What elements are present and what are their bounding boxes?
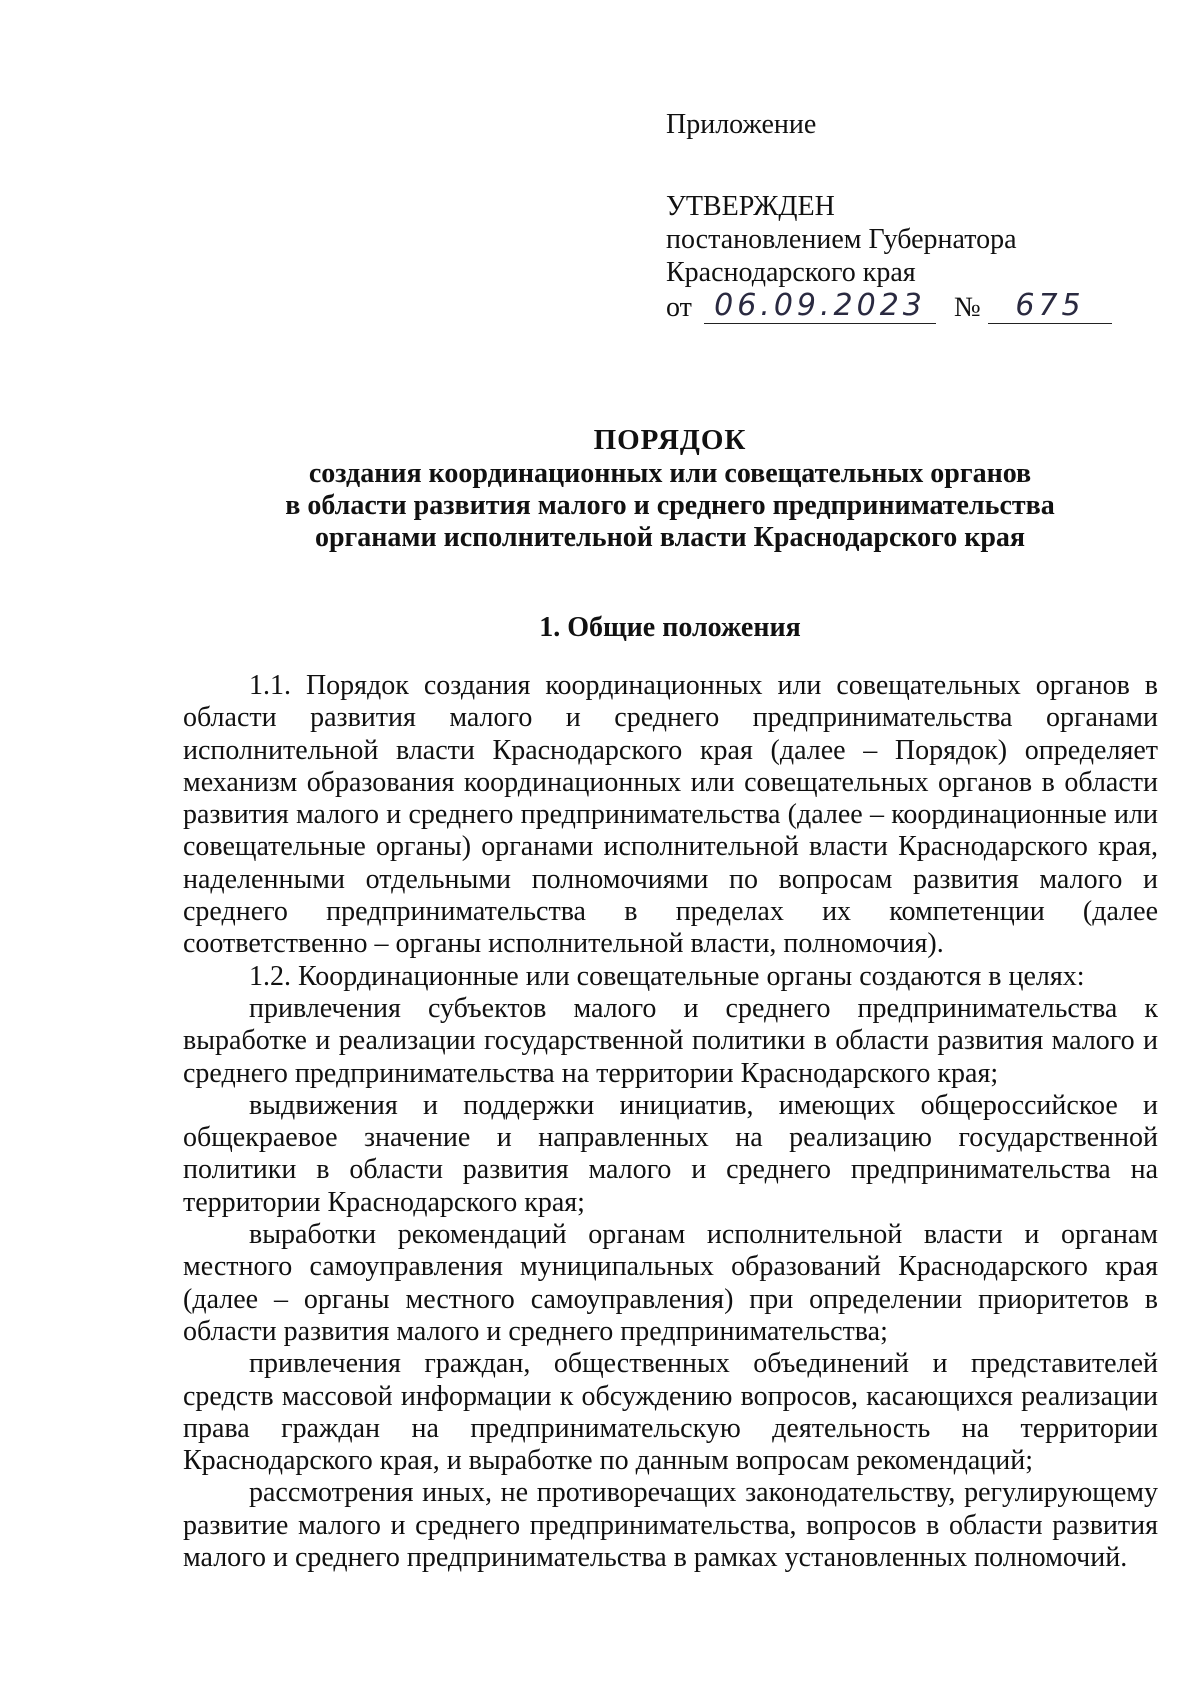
approved-label: УТВЕРЖДЕН xyxy=(666,191,835,222)
approval-block xyxy=(666,108,1146,329)
section-heading: 1. Общие положения xyxy=(539,612,801,643)
section-body xyxy=(183,670,1158,1574)
approval-line-2: Краснодарского края xyxy=(666,257,916,288)
approval-line-1: постановлением Губернатора xyxy=(666,224,1017,255)
goal-item: привлечения субъектов малого и среднего предпринимательства к выработке и реализации государственной политики в области развития малого и среднего предпринимательства на территории Краснодарского края; xyxy=(183,992,1158,1089)
number-label: № xyxy=(954,292,981,323)
goal-item: выработки рекомендаций органам исполнительной власти и органам местного самоуправления муниципальных образований Краснодарского края (далее – органы местного самоуправления) при определении приоритетов в области развития малого и среднего предпринимательства; xyxy=(183,1219,1158,1347)
title-sub-2: в области развития малого и среднего предпринимательства xyxy=(285,490,1055,521)
title-sub-1: создания координационных или совещательных органов xyxy=(308,458,1032,489)
date-handwritten: 06.09.2023 xyxy=(704,289,936,324)
number-handwritten: 675 xyxy=(988,289,1112,324)
appendix-label: Приложение xyxy=(666,109,817,140)
goal-item: привлечения граждан, общественных объединений и представителей средств массовой информации к обсуждению вопросов, касающихся реализации права граждан на предпринимательскую деятельность на территории Краснодарского края, и выработке по данным вопросам рекомендаций; xyxy=(183,1348,1158,1477)
paragraph-1-2: 1.2. Координационные или совещательные органы создаются в целях: xyxy=(249,960,1085,992)
goal-item: рассмотрения иных, не противоречащих законодательству, регулирующему развитие малого и среднего предпринимательства, вопросов в области развития малого и среднего предпринимательства в рамках установленных полномочий. xyxy=(183,1477,1158,1574)
document-title xyxy=(180,422,1160,554)
title-main: ПОРЯДОК xyxy=(593,424,747,456)
paragraph-1-1: 1.1. Порядок создания координационных или совещательных органов в области развития малого и среднего предпринимательства органами исполнительной власти Краснодарского края (далее – Порядок) определяет механизм образования координационных или совещательных органов в области развития малого и среднего предпринимательства (далее – координационные или совещательные органы) органами исполнительной власти Краснодарского края, наделенными отдельными полномочиями по вопросам развития малого и среднего предпринимательства в пределах их компетенции (далее соответственно – органы исполнительной власти, полномочия). xyxy=(183,670,1158,960)
goal-item: выдвижения и поддержки инициатив, имеющих общероссийское и общекраевое значение и направленных на реализацию государственной политики в области развития малого и среднего предпринимательства на территории Краснодарского края; xyxy=(183,1089,1158,1218)
date-number-line xyxy=(666,289,1146,329)
title-sub-3: органами исполнительной власти Краснодарского края xyxy=(314,522,1026,553)
date-label: от xyxy=(666,292,692,323)
